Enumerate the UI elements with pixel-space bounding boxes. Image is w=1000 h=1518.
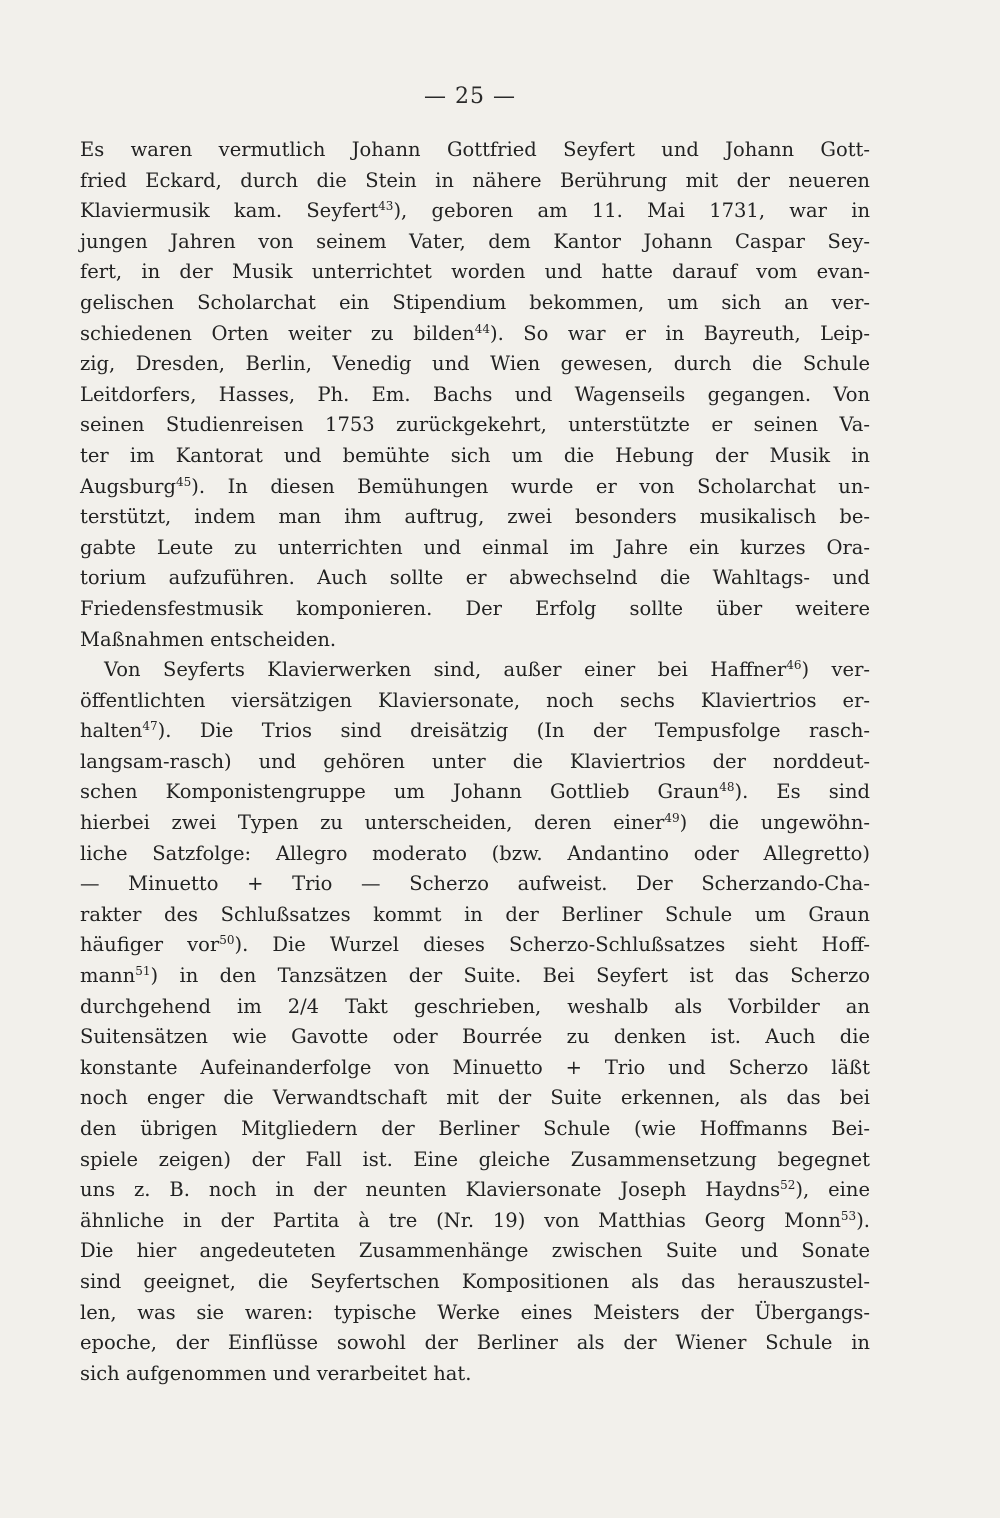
- text-line: langsam-rasch) und gehören unter die Klaviertrios der norddeut-: [80, 749, 870, 773]
- text-line: len, was sie waren: typische Werke eines Meisters der Übergangs-: [80, 1300, 870, 1324]
- footnote-marker: 43: [378, 199, 394, 214]
- text-line: Die hier angedeuteten Zusammenhänge zwischen Suite und Sonate: [80, 1239, 870, 1263]
- footnote-marker: 49: [664, 811, 680, 826]
- footnote-marker: 48: [719, 780, 735, 795]
- text-line: Klaviermusik kam. Seyfert$^{43}$), geboren am 11. Mai 1731, war in: [80, 199, 871, 223]
- text-line: konstante Aufeinanderfolge von Minuetto + Trio und Scherzo läßt: [80, 1055, 870, 1079]
- footnote-marker: 51: [135, 964, 151, 979]
- text-line: uns z. B. noch in der neunten Klaviersonate Joseph Haydns$^{52}$), eine: [80, 1178, 870, 1202]
- text-line: ähnliche in der Partita à tre (Nr. 19) von Matthias Georg Monn$^{53}$).: [80, 1208, 870, 1232]
- text-line: öffentlichten viersätzigen Klaviersonate, noch sechs Klaviertrios er-: [80, 688, 870, 712]
- text-line: liche Satzfolge: Allegro moderato (bzw. Andantino oder Allegretto): [80, 841, 870, 865]
- text-line: Von Seyferts Klavierwerken sind, außer einer bei Haffner$^{46}$) ver-: [104, 658, 870, 682]
- text-line: mann$^{51}$) in den Tanzsätzen der Suite. Bei Seyfert ist das Scherzo: [80, 964, 870, 988]
- text-line: noch enger die Verwandtschaft mit der Suite erkennen, als das bei: [80, 1086, 870, 1110]
- footnote-marker: 45: [175, 474, 192, 489]
- text-line: Maßnahmen entscheiden.: [80, 627, 337, 651]
- footnote-marker: 53: [840, 1208, 857, 1223]
- text-line: fert, in der Musik unterrichtet worden und hatte darauf vom evan-: [80, 260, 870, 284]
- text-line: sind geeignet, die Seyfertschen Kompositionen als das herauszustel-: [80, 1269, 870, 1293]
- text-line: rakter des Schlußsatzes kommt in der Berliner Schule um Graun: [80, 902, 870, 926]
- text-line: zig, Dresden, Berlin, Venedig und Wien gewesen, durch die Schule: [80, 352, 870, 376]
- footnote-marker: 46: [786, 658, 802, 673]
- text-line: Friedensfestmusik komponieren. Der Erfolg sollte über weitere: [80, 596, 870, 620]
- footnote-marker: 44: [474, 321, 490, 336]
- text-line: jungen Jahren von seinem Vater, dem Kantor Johann Caspar Sey-: [80, 229, 870, 253]
- text-line: hierbei zwei Typen zu unterscheiden, deren einer$^{49}$) die ungewöhn-: [80, 811, 870, 835]
- text-line: spiele zeigen) der Fall ist. Eine gleiche Zusammensetzung begegnet: [80, 1147, 870, 1171]
- text-line: häufiger vor$^{50}$). Die Wurzel dieses Scherzo-Schlußsatzes sieht Hoff-: [80, 933, 870, 957]
- text-line: torium aufzuführen. Auch sollte er abwechselnd die Wahltags- und: [80, 566, 870, 590]
- text-line: Es waren vermutlich Johann Gottfried Seyfert und Johann Gott-: [80, 138, 870, 161]
- footnote-marker: 50: [219, 933, 235, 948]
- text-line: schen Komponistengruppe um Johann Gottlieb Graun$^{48}$). Es sind: [80, 780, 871, 804]
- text-line: fried Eckard, durch die Stein in nähere Berührung mit der neueren: [80, 168, 870, 192]
- text-line: halten$^{47}$). Die Trios sind dreisätzig (In der Tempusfolge rasch-: [80, 719, 870, 743]
- text-line: gabte Leute zu unterrichten und einmal im Jahre ein kurzes Ora-: [80, 535, 870, 559]
- text-line: durchgehend im 2/4 Takt geschrieben, weshalb als Vorbilder an: [80, 994, 870, 1018]
- text-line: Suitensätzen wie Gavotte oder Bourrée zu denken ist. Auch die: [80, 1025, 870, 1049]
- footnote-marker: 52: [780, 1178, 796, 1193]
- text-line: schiedenen Orten weiter zu bilden$^{44}$). So war er in Bayreuth, Leip-: [80, 321, 870, 345]
- page-number: — 25 —: [424, 84, 516, 109]
- text-line: ter im Kantorat und bemühte sich um die Hebung der Musik in: [80, 443, 870, 467]
- body-text: [80, 135, 870, 1389]
- text-line: Leitdorfers, Hasses, Ph. Em. Bachs und Wagenseils gegangen. Von: [80, 382, 870, 406]
- text-line: terstützt, indem man ihm auftrug, zwei besonders musikalisch be-: [80, 505, 870, 529]
- text-line: epoche, der Einflüsse sowohl der Berliner als der Wiener Schule in: [80, 1331, 870, 1355]
- footnote-marker: 47: [142, 719, 158, 734]
- text-line: gelischen Scholarchat ein Stipendium bekommen, um sich an ver-: [80, 290, 870, 314]
- text-line: Augsburg$^{45}$). In diesen Bemühungen wurde er von Scholarchat un-: [80, 474, 870, 498]
- text-line: seinen Studienreisen 1753 zurückgekehrt, unterstützte er seinen Va-: [80, 413, 870, 437]
- text-line: — Minuetto + Trio — Scherzo aufweist. Der Scherzando-Cha-: [80, 872, 870, 896]
- text-line: den übrigen Mitgliedern der Berliner Schule (wie Hoffmanns Bei-: [80, 1117, 870, 1140]
- text-line: sich aufgenommen und verarbeitet hat.: [80, 1361, 472, 1385]
